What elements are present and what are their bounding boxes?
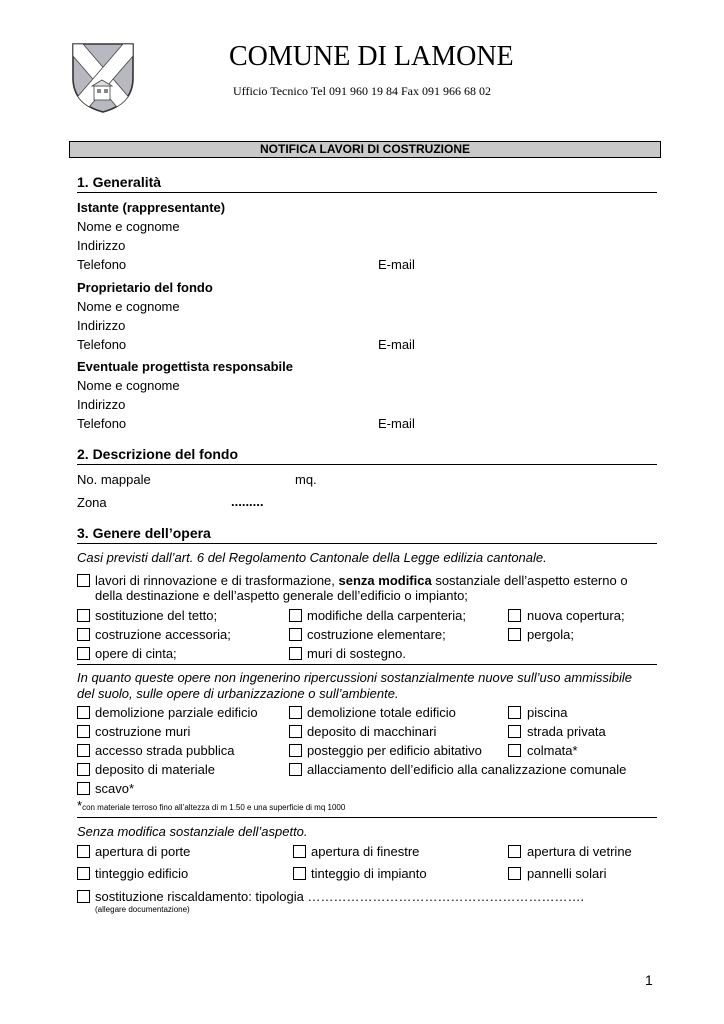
costruzione-accessoria-label: costruzione accessoria; (95, 627, 231, 642)
footnote (77, 799, 345, 815)
zona-label: Zona (77, 495, 107, 510)
checkbox-sostituzione-tetto[interactable] (77, 609, 90, 622)
demolizione-totale-label: demolizione totale edificio (307, 705, 456, 720)
designer-address-label: Indirizzo (77, 397, 126, 412)
checkbox-posteggio[interactable] (289, 744, 302, 757)
section3-heading: 3. Genere dell’opera (77, 525, 211, 541)
rinnovazione-label (95, 573, 628, 588)
mq-label: mq. (295, 472, 317, 487)
applicant-phone-label: Telefono (77, 257, 127, 272)
applicant-name-label: Nome e cognome (77, 219, 180, 234)
checkbox-costruzione-elementare[interactable] (289, 628, 302, 641)
apertura-vetrine-label: apertura di vetrine (527, 844, 632, 859)
accesso-strada-label: accesso strada pubblica (95, 743, 235, 758)
divider-rule-1 (77, 664, 657, 665)
section1-heading: 1. Generalità (77, 174, 162, 190)
mappale-label: No. mappale (77, 472, 151, 487)
applicant-address-label: Indirizzo (77, 238, 126, 253)
checkbox-modifiche-carpenteria[interactable] (289, 609, 302, 622)
colmata-label: colmata* (527, 743, 578, 758)
owner-email-label: E-mail (378, 337, 415, 352)
checkbox-deposito-macchinari[interactable] (289, 725, 302, 738)
checkbox-pannelli-solari[interactable] (508, 867, 521, 880)
checkbox-deposito-materiale[interactable] (77, 763, 90, 776)
rinnovazione-text-a: lavori di rinnovazione e di trasformazione, (95, 573, 339, 588)
checkbox-colmata[interactable] (508, 744, 521, 757)
footnote-text: con materiale terroso fino all’altezza di m 1.50 e una superficie di mq 1000 (82, 803, 346, 812)
costruzione-elementare-label: costruzione elementare; (307, 627, 446, 642)
checkbox-demolizione-parziale[interactable] (77, 706, 90, 719)
checkbox-apertura-finestre[interactable] (293, 845, 306, 858)
owner-address-label: Indirizzo (77, 318, 126, 333)
tinteggio-impianto-label: tinteggio di impianto (311, 866, 427, 881)
sostituzione-tetto-label: sostituzione del tetto; (95, 608, 218, 623)
municipality-title: COMUNE DI LAMONE (229, 41, 514, 72)
section3-rule (77, 543, 657, 544)
divider-rule-2 (77, 817, 657, 818)
designer-email-label: E-mail (378, 416, 415, 431)
rinnovazione-text-b: sostanziale dell’aspetto esterno o (431, 573, 628, 588)
office-contact: Ufficio Tecnico Tel 091 960 19 84 Fax 091 966 68 02 (233, 84, 491, 98)
nuova-copertura-label: nuova copertura; (527, 608, 625, 623)
designer-group-label: Eventuale progettista responsabile (77, 359, 294, 374)
checkbox-demolizione-totale[interactable] (289, 706, 302, 719)
demolizione-parziale-label: demolizione parziale edificio (95, 705, 258, 720)
tinteggio-edificio-label: tinteggio edificio (95, 866, 189, 881)
rinnovazione-text-bold: senza modifica (338, 573, 432, 588)
owner-phone-label: Telefono (77, 337, 127, 352)
scavo-label: scavo* (95, 781, 135, 796)
checkbox-riscaldamento[interactable] (77, 890, 90, 903)
checkbox-apertura-porte[interactable] (77, 845, 90, 858)
footnote-star: * (77, 798, 83, 813)
zona-value: ......... (231, 494, 264, 509)
owner-name-label: Nome e cognome (77, 299, 180, 314)
applicant-group-label: Istante (rappresentante) (77, 200, 226, 215)
pergola-label: pergola; (527, 627, 574, 642)
checkbox-strada-privata[interactable] (508, 725, 521, 738)
pannelli-solari-label: pannelli solari (527, 866, 607, 881)
owner-group-label: Proprietario del fondo (77, 280, 213, 295)
checkbox-accesso-strada[interactable] (77, 744, 90, 757)
apertura-finestre-label: apertura di finestre (311, 844, 420, 859)
deposito-materiale-label: deposito di materiale (95, 762, 215, 777)
designer-phone-label: Telefono (77, 416, 127, 431)
checkbox-scavo[interactable] (77, 782, 90, 795)
checkbox-opere-cinta[interactable] (77, 647, 90, 660)
applicant-email-label: E-mail (378, 257, 415, 272)
section3-intro2-line2: del suolo, sulle opere di urbanizzazione o sull’ambiente. (77, 686, 399, 701)
checkbox-costruzione-accessoria[interactable] (77, 628, 90, 641)
checkbox-piscina[interactable] (508, 706, 521, 719)
checkbox-apertura-vetrine[interactable] (508, 845, 521, 858)
piscina-label: piscina (527, 705, 568, 720)
document-title: NOTIFICA LAVORI DI COSTRUZIONE (69, 141, 661, 158)
riscaldamento-label: sostituzione riscaldamento: tipologia ………………………………………………………. (95, 889, 585, 904)
apertura-porte-label: apertura di porte (95, 844, 191, 859)
coat-of-arms-logo (70, 38, 136, 114)
designer-name-label: Nome e cognome (77, 378, 180, 393)
allegare-note: (allegare documentazione) (95, 905, 190, 914)
deposito-macchinari-label: deposito di macchinari (307, 724, 437, 739)
checkbox-costruzione-muri[interactable] (77, 725, 90, 738)
checkbox-pergola[interactable] (508, 628, 521, 641)
page-number: 1 (645, 972, 653, 988)
modifiche-carpenteria-label: modifiche della carpenteria; (307, 608, 466, 623)
section3-intro2-line1: In quanto queste opere non ingenerino ripercussioni sostanzialmente nuove sull’uso ammissibile (77, 670, 632, 685)
costruzione-muri-label: costruzione muri (95, 724, 191, 739)
strada-privata-label: strada privata (527, 724, 606, 739)
muri-sostegno-label: muri di sostegno. (307, 646, 406, 661)
checkbox-tinteggio-edificio[interactable] (77, 867, 90, 880)
section3-intro: Casi previsti dall’art. 6 del Regolamento Cantonale della Legge edilizia cantonale. (77, 550, 547, 565)
checkbox-nuova-copertura[interactable] (508, 609, 521, 622)
posteggio-label: posteggio per edificio abitativo (307, 743, 482, 758)
checkbox-muri-sostegno[interactable] (289, 647, 302, 660)
section2-rule (77, 464, 657, 465)
section1-rule (77, 192, 657, 193)
allacciamento-label: allacciamento dell’edificio alla canalizzazione comunale (307, 762, 627, 777)
checkbox-rinnovazione[interactable] (77, 574, 90, 587)
checkbox-allacciamento[interactable] (289, 763, 302, 776)
opere-cinta-label: opere di cinta; (95, 646, 177, 661)
section2-heading: 2. Descrizione del fondo (77, 446, 239, 462)
section3-intro3: Senza modifica sostanziale dell’aspetto. (77, 824, 308, 839)
rinnovazione-label-cont: della destinazione e dell’aspetto generale dell’edificio o impianto; (95, 588, 468, 603)
checkbox-tinteggio-impianto[interactable] (293, 867, 306, 880)
